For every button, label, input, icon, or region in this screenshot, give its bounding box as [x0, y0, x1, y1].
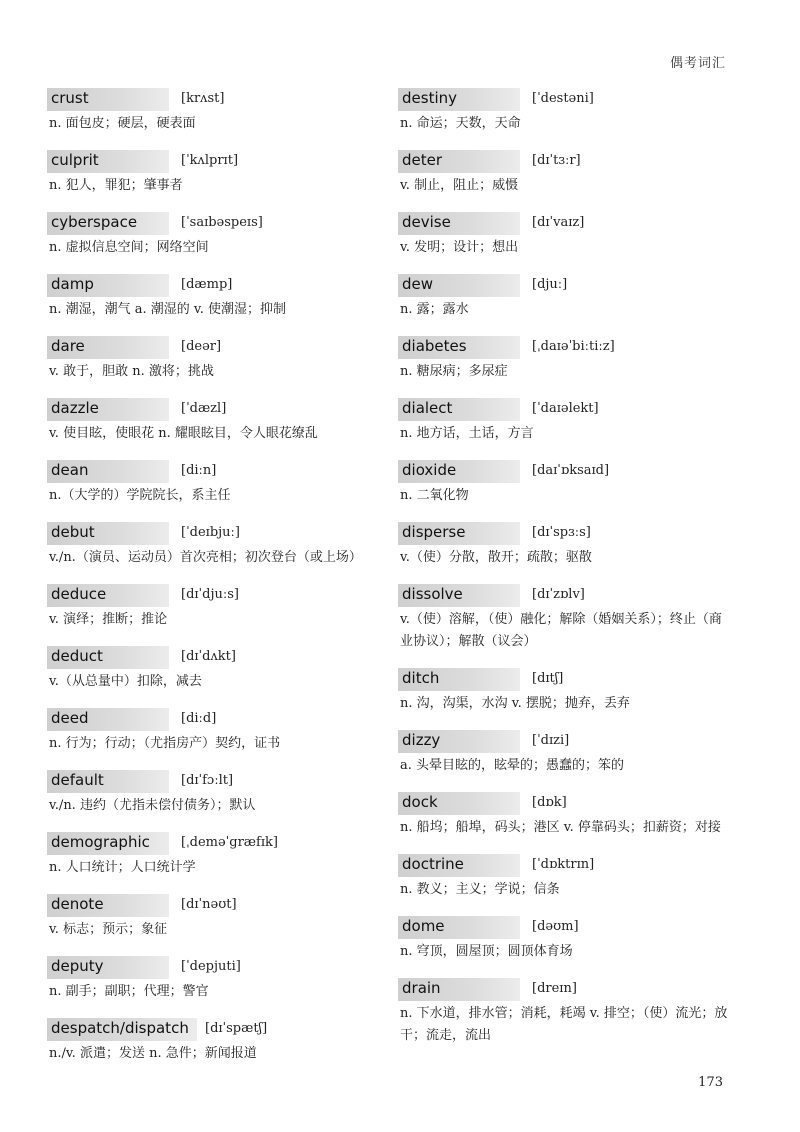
definition: v. 演绎；推断；推论 [49, 612, 168, 627]
headword: deputy [51, 957, 104, 975]
phonetic: [dəʊm] [532, 919, 579, 934]
running-header: 偶考词汇 [669, 56, 726, 71]
definition: a. 头晕目眩的，眩晕的；愚蠢的；笨的 [400, 758, 625, 773]
entry-dean [47, 460, 382, 507]
headword: culprit [51, 151, 99, 169]
entry-dare [47, 336, 382, 383]
headword: cyberspace [51, 213, 138, 231]
phonetic: [dɪˈtɜːr] [532, 153, 581, 168]
headword: dew [402, 275, 434, 293]
headword: default [51, 771, 104, 789]
definition: v.（从总量中）扣除，减去 [49, 674, 202, 689]
definition: v./n.（演员、运动员）首次亮相；初次登台（或上场） [49, 550, 362, 565]
entry-damp [47, 274, 382, 321]
phonetic: [daɪˈɒksaɪd] [532, 463, 610, 478]
phonetic: [ˌdeməˈgræfɪk] [181, 835, 278, 850]
headword: damp [51, 275, 94, 293]
definition: n. 糖尿病；多尿症 [400, 364, 508, 379]
definition: n. 船坞；船埠，码头；港区 v. 停靠码头；扣薪资；对接 [400, 820, 721, 835]
headword: disperse [402, 523, 466, 541]
headword: denote [51, 895, 104, 913]
entry-dew [398, 274, 748, 321]
headword: deduct [51, 647, 103, 665]
entry-deduce [47, 584, 382, 631]
phonetic: [ˈdæzl] [181, 401, 227, 416]
headword: destiny [402, 89, 457, 107]
entry-doctrine [398, 854, 748, 901]
definition: n. 地方话，土话，方言 [400, 426, 534, 441]
definition: n.（大学的）学院院长，系主任 [49, 488, 231, 503]
definition: v. 使目眩，使眼花 n. 耀眼眩目，令人眼花缭乱 [49, 426, 318, 441]
page-number: 173 [698, 1075, 723, 1090]
phonetic: [ˈsaɪbəspeɪs] [181, 215, 263, 230]
phonetic: [djuː] [532, 277, 568, 292]
definition: n. 人口统计；人口统计学 [49, 860, 196, 875]
entry-destiny [398, 88, 748, 135]
phonetic: [dɪˈspætʃ] [205, 1021, 268, 1036]
headword: crust [51, 89, 89, 107]
headword: debut [51, 523, 95, 541]
headword: dome [402, 917, 445, 935]
phonetic: [dɪˈfɔːlt] [181, 773, 234, 788]
entry-dome [398, 916, 748, 963]
entry-dizzy [398, 730, 748, 777]
headword: diabetes [402, 337, 467, 355]
definition: n. 露；露水 [400, 302, 469, 317]
phonetic: [dɪˈdjuːs] [181, 587, 239, 602]
entry-deter [398, 150, 748, 197]
phonetic: [dɪˈvaɪz] [532, 215, 585, 230]
phonetic: [diːd] [181, 711, 217, 726]
entry-denote [47, 894, 382, 941]
entry-dioxide [398, 460, 748, 507]
phonetic: [ˈkʌlprɪt] [181, 153, 239, 168]
phonetic: [dɪˈnəʊt] [181, 897, 237, 912]
headword: devise [402, 213, 451, 231]
entry-default [47, 770, 382, 817]
headword: doctrine [402, 855, 464, 873]
definition: n. 二氧化物 [400, 488, 469, 503]
definition: n. 教义；主义；学说；信条 [400, 882, 560, 897]
phonetic: [krʌst] [181, 91, 225, 106]
entry-crust [47, 88, 382, 135]
phonetic: [ˈdeɪbjuː] [181, 525, 240, 540]
phonetic: [ˌdaɪəˈbiːtiːz] [532, 339, 615, 354]
entry-ditch [398, 668, 748, 715]
entry-debut [47, 522, 382, 569]
phonetic: [dreɪn] [532, 981, 577, 996]
phonetic: [dɪˈzɒlv] [532, 587, 585, 602]
entry-deduct [47, 646, 382, 693]
phonetic: [ˈdɒktrɪn] [532, 857, 595, 872]
phonetic: [ˈdaɪəlekt] [532, 401, 599, 416]
left-column [47, 88, 382, 1065]
entry-dock [398, 792, 748, 839]
entry-deed [47, 708, 382, 755]
headword: dare [51, 337, 85, 355]
definition: n. 虚拟信息空间；网络空间 [49, 240, 209, 255]
headword: drain [402, 979, 441, 997]
entry-demographic [47, 832, 382, 879]
entry-dialect [398, 398, 748, 445]
headword: dialect [402, 399, 453, 417]
entry-cyberspace [47, 212, 382, 259]
right-column [398, 88, 748, 1047]
headword: dock [402, 793, 438, 811]
phonetic: [ˈdepjuti] [181, 959, 241, 974]
definition: n. 命运；天数，天命 [400, 116, 521, 131]
entry-diabetes [398, 336, 748, 383]
headword: deduce [51, 585, 107, 603]
definition: v. 标志；预示；象征 [49, 922, 168, 937]
phonetic: [dæmp] [181, 277, 233, 292]
headword: dizzy [402, 731, 441, 749]
entry-deputy [47, 956, 382, 1003]
phonetic: [deər] [181, 339, 222, 354]
definition: n. 犯人，罪犯；肇事者 [49, 178, 183, 193]
headword: despatch/dispatch [51, 1019, 189, 1037]
headword: dazzle [51, 399, 99, 417]
definition: v.（使）溶解，（使）融化；解除（婚姻关系）；终止（商业协议）；解散（议会） [400, 612, 722, 649]
definition: n. 下水道，排水管；消耗，耗竭 v. 排空；（使）流光；放干；流走，流出 [400, 1006, 728, 1043]
entry-dissolve [398, 584, 748, 653]
definition: n. 面包皮；硬层，硬表面 [49, 116, 196, 131]
definition: n. 副手；副职；代理；警官 [49, 984, 209, 999]
headword: dissolve [402, 585, 463, 603]
definition: v. 制止，阻止；威慑 [400, 178, 519, 193]
headword: ditch [402, 669, 440, 687]
entry-devise [398, 212, 748, 259]
definition: n./v. 派遣；发送 n. 急件；新闻报道 [49, 1046, 257, 1061]
entry-culprit [47, 150, 382, 197]
headword: deed [51, 709, 89, 727]
definition: v.（使）分散，散开；疏散；驱散 [400, 550, 592, 565]
phonetic: [dɪˈspɜːs] [532, 525, 591, 540]
headword: dioxide [402, 461, 457, 479]
phonetic: [dɒk] [532, 795, 567, 810]
phonetic: [dɪˈdʌkt] [181, 649, 236, 664]
definition: n. 潮湿，潮气 a. 潮湿的 v. 使潮湿；抑制 [49, 302, 286, 317]
entry-drain [398, 978, 748, 1047]
definition: n. 行为；行动；（尤指房产）契约，证书 [49, 736, 281, 751]
definition: n. 沟，沟渠，水沟 v. 摆脱；抛弃，丢弃 [400, 696, 630, 711]
headword: demographic [51, 833, 150, 851]
definition: v./n. 违约（尤指未偿付债务）；默认 [49, 798, 256, 813]
phonetic: [ˈdestəni] [532, 91, 594, 106]
phonetic: [ˈdɪzi] [532, 733, 570, 748]
definition: v. 发明；设计；想出 [400, 240, 519, 255]
phonetic: [dɪtʃ] [532, 671, 564, 686]
headword: deter [402, 151, 443, 169]
definition: v. 敢于，胆敢 n. 激将；挑战 [49, 364, 214, 379]
definition: n. 穹顶，圆屋顶；圆顶体育场 [400, 944, 573, 959]
headword: dean [51, 461, 89, 479]
phonetic: [diːn] [181, 463, 217, 478]
entry-despatch-dispatch [47, 1018, 382, 1065]
entry-dazzle [47, 398, 382, 445]
entry-disperse [398, 522, 748, 569]
